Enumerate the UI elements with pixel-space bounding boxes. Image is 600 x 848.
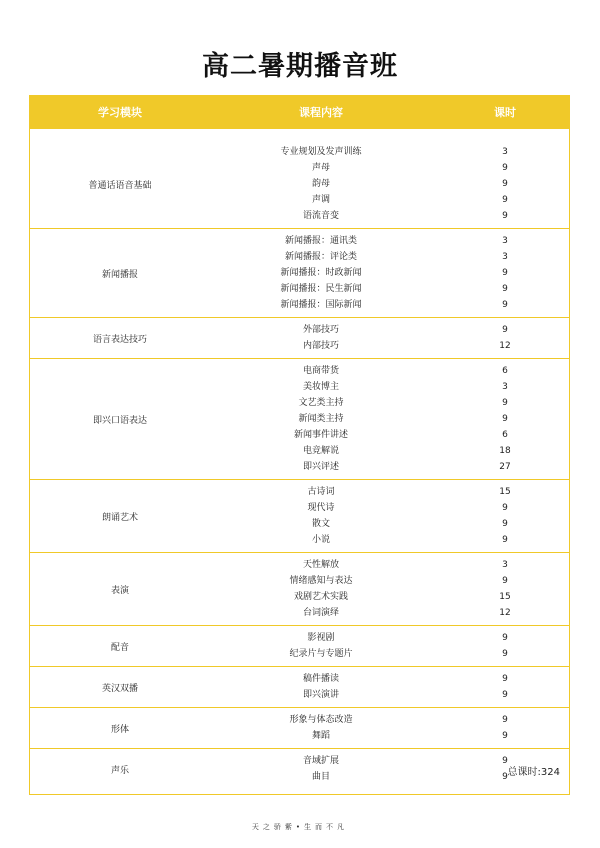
course-name: 新闻播报：民生新闻 [280, 284, 362, 294]
module-name: 英汉双播 [101, 683, 138, 694]
module-name: 即兴口语表达 [92, 415, 147, 426]
module-name: 朗诵艺术 [101, 512, 138, 523]
course-hours: 9 [502, 398, 508, 408]
course-name: 台词演绎 [302, 608, 339, 618]
module-group [30, 749, 569, 789]
course-name: 小说 [311, 535, 330, 545]
course-name: 戏剧艺术实践 [293, 592, 348, 602]
table-row [30, 646, 569, 662]
module-name: 新闻播报 [101, 269, 138, 280]
course-name: 新闻播报：通讯类 [284, 236, 357, 246]
table-row [30, 322, 569, 338]
table-row [30, 411, 569, 427]
table-row [30, 160, 569, 176]
course-name: 美妆博主 [302, 382, 339, 392]
table-row [30, 500, 569, 516]
course-hours: 9 [502, 535, 508, 545]
course-hours: 3 [502, 236, 508, 246]
course-hours: 9 [502, 300, 508, 310]
table-row [30, 712, 569, 728]
course-name: 散文 [311, 519, 330, 529]
course-name: 影视剧 [307, 633, 335, 643]
course-hours: 3 [502, 382, 508, 392]
course-hours: 9 [502, 772, 508, 782]
course-hours: 9 [502, 756, 508, 766]
table-row [30, 208, 569, 224]
course-hours: 3 [502, 560, 508, 570]
module-group [30, 480, 569, 553]
course-name: 情绪感知与表达 [289, 576, 353, 586]
table-body [30, 141, 569, 789]
table-row [30, 605, 569, 621]
course-name: 纪录片与专题片 [289, 649, 353, 659]
module-name: 语言表达技巧 [92, 334, 147, 345]
module-group [30, 708, 569, 749]
course-name: 即兴演讲 [302, 690, 339, 700]
table-row [30, 687, 569, 703]
course-hours: 6 [502, 430, 508, 440]
table-row [30, 144, 569, 160]
course-name: 古诗词 [307, 487, 335, 497]
course-name: 内部技巧 [302, 341, 339, 351]
course-name: 稿件播读 [302, 674, 339, 684]
module-group [30, 553, 569, 626]
course-hours: 9 [502, 284, 508, 294]
header-hours: 课时 [494, 106, 516, 119]
course-name: 电商带货 [302, 366, 339, 376]
table-row [30, 176, 569, 192]
course-name: 外部技巧 [302, 325, 339, 335]
table-row [30, 484, 569, 500]
table-row [30, 769, 569, 785]
course-hours: 12 [499, 608, 511, 618]
header-content: 课程内容 [299, 106, 343, 119]
table-header [30, 96, 569, 129]
course-name: 新闻播报：国际新闻 [280, 300, 362, 310]
course-hours: 9 [502, 179, 508, 189]
course-name: 即兴评述 [302, 462, 339, 472]
footer-slogan: 天之骄紫•生而不凡 [251, 823, 349, 831]
course-hours: 9 [502, 211, 508, 221]
table-row [30, 671, 569, 687]
course-hours: 9 [502, 715, 508, 725]
module-name: 配音 [110, 642, 129, 653]
table-row [30, 589, 569, 605]
course-name: 电竞解说 [302, 446, 339, 456]
table-row [30, 516, 569, 532]
course-hours: 15 [499, 592, 511, 602]
module-group [30, 141, 569, 229]
course-name: 声调 [311, 195, 330, 205]
course-hours: 15 [499, 487, 511, 497]
course-name: 形象与体态改造 [289, 715, 353, 725]
table-row [30, 427, 569, 443]
course-hours: 12 [499, 341, 511, 351]
table-row [30, 281, 569, 297]
course-hours: 9 [502, 268, 508, 278]
schedule-table [29, 95, 570, 795]
course-name: 音域扩展 [302, 756, 339, 766]
total-hours: 总课时:324 [507, 767, 560, 778]
table-row [30, 265, 569, 281]
course-hours: 18 [499, 446, 511, 456]
course-name: 文艺类主持 [298, 398, 344, 408]
course-hours: 3 [502, 252, 508, 262]
table-row [30, 459, 569, 475]
table-row [30, 192, 569, 208]
course-hours: 9 [502, 519, 508, 529]
course-hours: 9 [502, 633, 508, 643]
course-hours: 9 [502, 649, 508, 659]
module-name: 声乐 [110, 765, 129, 776]
course-name: 新闻播报：评论类 [284, 252, 357, 262]
module-group [30, 318, 569, 359]
table-row [30, 443, 569, 459]
header-module: 学习模块 [98, 106, 142, 119]
module-group [30, 359, 569, 480]
course-name: 声母 [311, 163, 330, 173]
course-hours: 9 [502, 163, 508, 173]
course-hours: 6 [502, 366, 508, 376]
table-row [30, 363, 569, 379]
module-group [30, 626, 569, 667]
course-hours: 9 [502, 576, 508, 586]
course-name: 新闻播报：时政新闻 [280, 268, 362, 278]
module-name: 表演 [110, 585, 129, 596]
table-row [30, 630, 569, 646]
module-group [30, 667, 569, 708]
course-hours: 9 [502, 690, 508, 700]
course-hours: 9 [502, 414, 508, 424]
course-hours: 9 [502, 195, 508, 205]
module-group [30, 229, 569, 318]
course-name: 韵母 [311, 179, 330, 189]
table-row [30, 379, 569, 395]
table-row [30, 297, 569, 313]
table-row [30, 233, 569, 249]
page-title: 高二暑期播音班 [202, 51, 398, 82]
module-name: 普通话语音基础 [88, 181, 152, 191]
table-row [30, 338, 569, 354]
course-name: 新闻事件讲述 [293, 430, 348, 440]
course-hours: 9 [502, 325, 508, 335]
course-name: 语流音变 [302, 211, 339, 221]
table-row [30, 728, 569, 744]
course-hours: 9 [502, 731, 508, 741]
course-name: 曲目 [311, 772, 330, 782]
course-hours: 9 [502, 503, 508, 513]
course-hours: 9 [502, 674, 508, 684]
table-row [30, 753, 569, 769]
course-name: 专业规划及发声训练 [280, 147, 362, 157]
course-name: 现代诗 [307, 503, 335, 513]
course-name: 舞蹈 [311, 731, 330, 741]
table-row [30, 249, 569, 265]
course-name: 天性解放 [302, 560, 339, 570]
course-hours: 27 [499, 462, 511, 472]
table-row [30, 532, 569, 548]
table-row [30, 395, 569, 411]
table-row [30, 573, 569, 589]
course-name: 新闻类主持 [298, 414, 344, 424]
course-hours: 3 [502, 147, 508, 157]
table-row [30, 557, 569, 573]
module-name: 形体 [110, 724, 129, 735]
